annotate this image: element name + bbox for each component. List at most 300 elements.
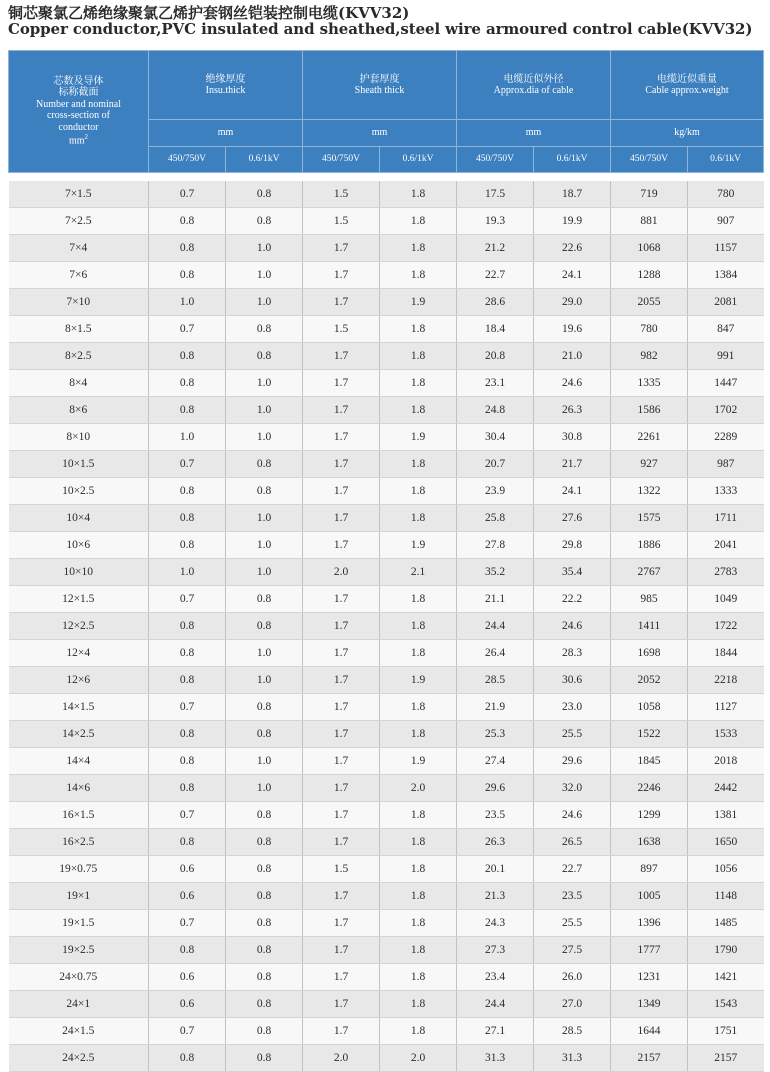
insu-1kv-cell: 1.0 xyxy=(226,667,303,694)
spec-cell: 10×10 xyxy=(9,559,149,586)
insu-450-cell: 0.8 xyxy=(149,532,226,559)
sheath-450-cell: 1.5 xyxy=(303,181,380,208)
spec-cell: 14×1.5 xyxy=(9,694,149,721)
spec-cell: 19×2.5 xyxy=(9,937,149,964)
table-row xyxy=(9,667,764,694)
weight-1kv-cell: 2018 xyxy=(688,748,764,775)
weight-450-cell: 2157 xyxy=(611,1045,688,1072)
spec-cell: 12×6 xyxy=(9,667,149,694)
table-row xyxy=(9,316,764,343)
weight-1kv-cell: 1543 xyxy=(688,991,764,1018)
weight-1kv-cell: 991 xyxy=(688,343,764,370)
voltage-header: 450/750V xyxy=(303,147,380,173)
sheath-1kv-cell: 2.0 xyxy=(380,775,457,802)
weight-1kv-cell: 1751 xyxy=(688,1018,764,1045)
weight-1kv-cell: 780 xyxy=(688,181,764,208)
sheath-450-cell: 1.7 xyxy=(303,991,380,1018)
group-header-en: Cable approx.weight xyxy=(645,85,729,96)
sheath-1kv-cell: 1.8 xyxy=(380,937,457,964)
voltage-header: 0.6/1kV xyxy=(688,147,764,173)
sheath-450-cell: 1.7 xyxy=(303,667,380,694)
group-header-sheath xyxy=(303,51,457,120)
weight-1kv-cell: 1447 xyxy=(688,370,764,397)
insu-450-cell: 0.7 xyxy=(149,802,226,829)
table-row xyxy=(9,208,764,235)
weight-1kv-cell: 1381 xyxy=(688,802,764,829)
weight-450-cell: 1777 xyxy=(611,937,688,964)
table-row xyxy=(9,964,764,991)
weight-450-cell: 1845 xyxy=(611,748,688,775)
dia-1kv-cell: 27.0 xyxy=(534,991,611,1018)
dia-1kv-cell: 24.1 xyxy=(534,478,611,505)
insu-1kv-cell: 0.8 xyxy=(226,937,303,964)
spec-cell: 24×0.75 xyxy=(9,964,149,991)
insu-450-cell: 0.7 xyxy=(149,451,226,478)
weight-1kv-cell: 2157 xyxy=(688,1045,764,1072)
sheath-450-cell: 1.7 xyxy=(303,289,380,316)
insu-450-cell: 0.8 xyxy=(149,235,226,262)
table-row xyxy=(9,451,764,478)
insu-1kv-cell: 0.8 xyxy=(226,856,303,883)
weight-450-cell: 1522 xyxy=(611,721,688,748)
weight-450-cell: 2055 xyxy=(611,289,688,316)
weight-450-cell: 1644 xyxy=(611,1018,688,1045)
spec-header-en-2: cross-section of xyxy=(46,110,111,122)
weight-450-cell: 1638 xyxy=(611,829,688,856)
sheath-450-cell: 1.7 xyxy=(303,370,380,397)
dia-1kv-cell: 26.0 xyxy=(534,964,611,991)
sheath-450-cell: 1.7 xyxy=(303,424,380,451)
table-row xyxy=(9,181,764,208)
insu-1kv-cell: 0.8 xyxy=(226,964,303,991)
insu-450-cell: 0.6 xyxy=(149,991,226,1018)
sheath-450-cell: 1.7 xyxy=(303,532,380,559)
dia-450-cell: 25.3 xyxy=(457,721,534,748)
insu-1kv-cell: 0.8 xyxy=(226,991,303,1018)
unit-header: mm xyxy=(457,120,611,147)
insu-450-cell: 1.0 xyxy=(149,559,226,586)
dia-1kv-cell: 21.7 xyxy=(534,451,611,478)
dia-1kv-cell: 24.1 xyxy=(534,262,611,289)
title-chinese: 铜芯聚氯乙烯绝缘聚氯乙烯护套钢丝铠装控制电缆(KVV32) xyxy=(8,4,410,22)
table-row xyxy=(9,397,764,424)
weight-1kv-cell: 1702 xyxy=(688,397,764,424)
weight-450-cell: 1068 xyxy=(611,235,688,262)
table-row xyxy=(9,343,764,370)
weight-1kv-cell: 1384 xyxy=(688,262,764,289)
insu-1kv-cell: 0.8 xyxy=(226,181,303,208)
sheath-1kv-cell: 1.8 xyxy=(380,613,457,640)
dia-450-cell: 21.2 xyxy=(457,235,534,262)
sheath-450-cell: 1.7 xyxy=(303,262,380,289)
weight-450-cell: 1335 xyxy=(611,370,688,397)
weight-1kv-cell: 2289 xyxy=(688,424,764,451)
table-row xyxy=(9,235,764,262)
dia-1kv-cell: 25.5 xyxy=(534,910,611,937)
insu-450-cell: 0.6 xyxy=(149,856,226,883)
insu-1kv-cell: 0.8 xyxy=(226,883,303,910)
insu-450-cell: 0.8 xyxy=(149,937,226,964)
weight-1kv-cell: 1711 xyxy=(688,505,764,532)
voltage-header: 0.6/1kV xyxy=(226,147,303,173)
insu-450-cell: 0.8 xyxy=(149,748,226,775)
sheath-1kv-cell: 1.8 xyxy=(380,883,457,910)
insu-1kv-cell: 0.8 xyxy=(226,478,303,505)
insu-1kv-cell: 1.0 xyxy=(226,775,303,802)
table-row xyxy=(9,640,764,667)
weight-1kv-cell: 907 xyxy=(688,208,764,235)
weight-450-cell: 881 xyxy=(611,208,688,235)
table-row xyxy=(9,991,764,1018)
voltage-header: 450/750V xyxy=(611,147,688,173)
sheath-1kv-cell: 1.8 xyxy=(380,910,457,937)
insu-450-cell: 1.0 xyxy=(149,289,226,316)
insu-450-cell: 0.8 xyxy=(149,613,226,640)
dia-450-cell: 27.4 xyxy=(457,748,534,775)
table-row xyxy=(9,856,764,883)
weight-1kv-cell: 2041 xyxy=(688,532,764,559)
spec-cell: 10×2.5 xyxy=(9,478,149,505)
dia-1kv-cell: 26.5 xyxy=(534,829,611,856)
insu-450-cell: 0.8 xyxy=(149,829,226,856)
insu-1kv-cell: 1.0 xyxy=(226,289,303,316)
insu-1kv-cell: 0.8 xyxy=(226,343,303,370)
insu-450-cell: 0.7 xyxy=(149,1018,226,1045)
sheath-1kv-cell: 2.0 xyxy=(380,1045,457,1072)
sheath-1kv-cell: 1.8 xyxy=(380,208,457,235)
dia-450-cell: 21.3 xyxy=(457,883,534,910)
sheath-1kv-cell: 1.8 xyxy=(380,991,457,1018)
spec-cell: 8×1.5 xyxy=(9,316,149,343)
group-header-cn: 电缆近似重量 xyxy=(657,73,718,85)
dia-1kv-cell: 23.0 xyxy=(534,694,611,721)
insu-450-cell: 0.8 xyxy=(149,343,226,370)
group-header-weight xyxy=(611,51,764,120)
dia-450-cell: 28.6 xyxy=(457,289,534,316)
table-row xyxy=(9,505,764,532)
dia-450-cell: 20.8 xyxy=(457,343,534,370)
sheath-1kv-cell: 1.9 xyxy=(380,667,457,694)
spec-cell: 14×2.5 xyxy=(9,721,149,748)
spec-cell: 19×1.5 xyxy=(9,910,149,937)
spec-cell: 16×1.5 xyxy=(9,802,149,829)
spec-cell: 10×6 xyxy=(9,532,149,559)
dia-450-cell: 25.8 xyxy=(457,505,534,532)
sheath-1kv-cell: 1.8 xyxy=(380,181,457,208)
unit-header: mm xyxy=(149,120,303,147)
weight-450-cell: 1322 xyxy=(611,478,688,505)
sheath-450-cell: 1.5 xyxy=(303,316,380,343)
dia-450-cell: 23.1 xyxy=(457,370,534,397)
table-row xyxy=(9,262,764,289)
dia-1kv-cell: 18.7 xyxy=(534,181,611,208)
sheath-450-cell: 1.7 xyxy=(303,694,380,721)
sheath-1kv-cell: 1.8 xyxy=(380,829,457,856)
sheath-450-cell: 1.7 xyxy=(303,910,380,937)
sheath-1kv-cell: 1.8 xyxy=(380,802,457,829)
table-row xyxy=(9,559,764,586)
weight-1kv-cell: 1421 xyxy=(688,964,764,991)
dia-450-cell: 17.5 xyxy=(457,181,534,208)
sheath-450-cell: 1.7 xyxy=(303,640,380,667)
table-row xyxy=(9,937,764,964)
dia-1kv-cell: 28.5 xyxy=(534,1018,611,1045)
dia-1kv-cell: 27.5 xyxy=(534,937,611,964)
table-row xyxy=(9,802,764,829)
cable-spec-table xyxy=(8,50,764,1072)
spec-cell: 7×6 xyxy=(9,262,149,289)
dia-1kv-cell: 22.6 xyxy=(534,235,611,262)
sheath-1kv-cell: 1.8 xyxy=(380,964,457,991)
dia-1kv-cell: 35.4 xyxy=(534,559,611,586)
table-row xyxy=(9,748,764,775)
table-row xyxy=(9,1018,764,1045)
dia-1kv-cell: 24.6 xyxy=(534,370,611,397)
dia-1kv-cell: 22.7 xyxy=(534,856,611,883)
sheath-450-cell: 1.7 xyxy=(303,586,380,613)
dia-450-cell: 18.4 xyxy=(457,316,534,343)
spec-cell: 24×1.5 xyxy=(9,1018,149,1045)
voltage-header: 450/750V xyxy=(457,147,534,173)
weight-1kv-cell: 2081 xyxy=(688,289,764,316)
weight-450-cell: 2246 xyxy=(611,775,688,802)
weight-450-cell: 985 xyxy=(611,586,688,613)
dia-450-cell: 27.1 xyxy=(457,1018,534,1045)
sheath-450-cell: 1.7 xyxy=(303,802,380,829)
insu-450-cell: 0.8 xyxy=(149,775,226,802)
dia-450-cell: 31.3 xyxy=(457,1045,534,1072)
insu-1kv-cell: 0.8 xyxy=(226,613,303,640)
insu-1kv-cell: 1.0 xyxy=(226,640,303,667)
group-header-insulation xyxy=(149,51,303,120)
voltage-header: 0.6/1kV xyxy=(380,147,457,173)
insu-1kv-cell: 1.0 xyxy=(226,505,303,532)
insu-1kv-cell: 0.8 xyxy=(226,1018,303,1045)
weight-450-cell: 2261 xyxy=(611,424,688,451)
group-header-en: Insu.thick xyxy=(205,85,246,96)
spec-cell: 24×2.5 xyxy=(9,1045,149,1072)
weight-1kv-cell: 1650 xyxy=(688,829,764,856)
insu-450-cell: 0.8 xyxy=(149,667,226,694)
insu-1kv-cell: 0.8 xyxy=(226,802,303,829)
sheath-1kv-cell: 1.8 xyxy=(380,343,457,370)
weight-450-cell: 1586 xyxy=(611,397,688,424)
table-row xyxy=(9,1045,764,1072)
weight-450-cell: 897 xyxy=(611,856,688,883)
sheath-1kv-cell: 1.9 xyxy=(380,748,457,775)
insu-1kv-cell: 0.8 xyxy=(226,910,303,937)
dia-1kv-cell: 29.8 xyxy=(534,532,611,559)
sheath-1kv-cell: 1.9 xyxy=(380,532,457,559)
weight-450-cell: 1411 xyxy=(611,613,688,640)
spec-cell: 24×1 xyxy=(9,991,149,1018)
sheath-450-cell: 1.7 xyxy=(303,235,380,262)
unit-header: kg/km xyxy=(611,120,764,147)
dia-450-cell: 29.6 xyxy=(457,775,534,802)
table-row xyxy=(9,370,764,397)
weight-450-cell: 1575 xyxy=(611,505,688,532)
weight-1kv-cell: 2783 xyxy=(688,559,764,586)
dia-1kv-cell: 24.6 xyxy=(534,613,611,640)
insu-1kv-cell: 0.8 xyxy=(226,586,303,613)
dia-450-cell: 24.3 xyxy=(457,910,534,937)
dia-1kv-cell: 19.9 xyxy=(534,208,611,235)
dia-450-cell: 28.5 xyxy=(457,667,534,694)
weight-1kv-cell: 1533 xyxy=(688,721,764,748)
spec-cell: 16×2.5 xyxy=(9,829,149,856)
spec-header-cn-1: 芯数及导体 xyxy=(53,75,104,87)
weight-1kv-cell: 1056 xyxy=(688,856,764,883)
sheath-450-cell: 1.7 xyxy=(303,829,380,856)
table-row xyxy=(9,775,764,802)
sheath-1kv-cell: 1.8 xyxy=(380,451,457,478)
insu-1kv-cell: 0.8 xyxy=(226,451,303,478)
dia-1kv-cell: 24.6 xyxy=(534,802,611,829)
sheath-450-cell: 1.7 xyxy=(303,343,380,370)
spec-cell: 8×2.5 xyxy=(9,343,149,370)
spec-header xyxy=(9,51,149,173)
sheath-1kv-cell: 1.8 xyxy=(380,478,457,505)
sheath-1kv-cell: 1.8 xyxy=(380,235,457,262)
dia-1kv-cell: 30.6 xyxy=(534,667,611,694)
table-row xyxy=(9,478,764,505)
weight-450-cell: 780 xyxy=(611,316,688,343)
spec-cell: 7×1.5 xyxy=(9,181,149,208)
sheath-450-cell: 1.5 xyxy=(303,856,380,883)
weight-1kv-cell: 1157 xyxy=(688,235,764,262)
table-row xyxy=(9,829,764,856)
sheath-1kv-cell: 1.8 xyxy=(380,397,457,424)
insu-450-cell: 0.8 xyxy=(149,1045,226,1072)
dia-1kv-cell: 21.0 xyxy=(534,343,611,370)
insu-450-cell: 0.6 xyxy=(149,883,226,910)
insu-450-cell: 0.8 xyxy=(149,478,226,505)
sheath-450-cell: 1.7 xyxy=(303,937,380,964)
table-row xyxy=(9,694,764,721)
weight-1kv-cell: 1127 xyxy=(688,694,764,721)
voltage-header: 450/750V xyxy=(149,147,226,173)
sheath-450-cell: 1.7 xyxy=(303,748,380,775)
insu-450-cell: 0.8 xyxy=(149,505,226,532)
weight-1kv-cell: 1790 xyxy=(688,937,764,964)
dia-1kv-cell: 29.0 xyxy=(534,289,611,316)
sheath-450-cell: 1.5 xyxy=(303,208,380,235)
dia-450-cell: 26.4 xyxy=(457,640,534,667)
weight-450-cell: 1299 xyxy=(611,802,688,829)
spec-cell: 14×6 xyxy=(9,775,149,802)
dia-1kv-cell: 25.5 xyxy=(534,721,611,748)
sheath-450-cell: 1.7 xyxy=(303,397,380,424)
insu-1kv-cell: 1.0 xyxy=(226,235,303,262)
sheath-1kv-cell: 1.8 xyxy=(380,370,457,397)
sheath-1kv-cell: 1.8 xyxy=(380,694,457,721)
weight-450-cell: 719 xyxy=(611,181,688,208)
insu-1kv-cell: 1.0 xyxy=(226,262,303,289)
insu-450-cell: 0.8 xyxy=(149,397,226,424)
spec-cell: 10×4 xyxy=(9,505,149,532)
insu-1kv-cell: 1.0 xyxy=(226,559,303,586)
weight-450-cell: 1288 xyxy=(611,262,688,289)
sheath-1kv-cell: 1.8 xyxy=(380,1018,457,1045)
group-header-en: Sheath thick xyxy=(354,85,405,96)
table-row xyxy=(9,289,764,316)
voltage-header: 0.6/1kV xyxy=(534,147,611,173)
dia-450-cell: 24.8 xyxy=(457,397,534,424)
insu-450-cell: 0.7 xyxy=(149,181,226,208)
table-row xyxy=(9,532,764,559)
insu-450-cell: 0.7 xyxy=(149,694,226,721)
weight-450-cell: 982 xyxy=(611,343,688,370)
dia-1kv-cell: 27.6 xyxy=(534,505,611,532)
sheath-450-cell: 1.7 xyxy=(303,775,380,802)
dia-450-cell: 30.4 xyxy=(457,424,534,451)
spec-cell: 8×6 xyxy=(9,397,149,424)
sheath-450-cell: 1.7 xyxy=(303,964,380,991)
dia-450-cell: 27.3 xyxy=(457,937,534,964)
dia-450-cell: 23.5 xyxy=(457,802,534,829)
spec-cell: 12×2.5 xyxy=(9,613,149,640)
weight-1kv-cell: 1333 xyxy=(688,478,764,505)
group-header-cn: 绝缘厚度 xyxy=(205,73,246,85)
weight-450-cell: 1698 xyxy=(611,640,688,667)
weight-450-cell: 1058 xyxy=(611,694,688,721)
spec-cell: 12×1.5 xyxy=(9,586,149,613)
dia-450-cell: 23.4 xyxy=(457,964,534,991)
weight-450-cell: 1005 xyxy=(611,883,688,910)
sheath-1kv-cell: 1.8 xyxy=(380,640,457,667)
sheath-1kv-cell: 1.9 xyxy=(380,289,457,316)
insu-1kv-cell: 0.8 xyxy=(226,1045,303,1072)
weight-1kv-cell: 2218 xyxy=(688,667,764,694)
insu-450-cell: 0.8 xyxy=(149,370,226,397)
weight-1kv-cell: 987 xyxy=(688,451,764,478)
group-header-cn: 护套厚度 xyxy=(359,73,400,85)
insu-450-cell: 0.8 xyxy=(149,208,226,235)
sheath-1kv-cell: 1.8 xyxy=(380,586,457,613)
weight-1kv-cell: 1148 xyxy=(688,883,764,910)
group-header-cn: 电缆近似外径 xyxy=(503,73,564,85)
dia-1kv-cell: 32.0 xyxy=(534,775,611,802)
dia-450-cell: 21.1 xyxy=(457,586,534,613)
insu-450-cell: 0.8 xyxy=(149,262,226,289)
dia-450-cell: 22.7 xyxy=(457,262,534,289)
title-english: Copper conductor,PVC insulated and sheathed,steel wire armoured control cable(KVV32) xyxy=(8,20,753,38)
weight-1kv-cell: 1049 xyxy=(688,586,764,613)
insu-450-cell: 0.7 xyxy=(149,586,226,613)
weight-450-cell: 1349 xyxy=(611,991,688,1018)
insu-1kv-cell: 1.0 xyxy=(226,397,303,424)
weight-1kv-cell: 2442 xyxy=(688,775,764,802)
insu-450-cell: 1.0 xyxy=(149,424,226,451)
spec-header-cn-2: 标称截面 xyxy=(58,87,99,99)
spec-header-unit: mm xyxy=(68,135,85,147)
dia-450-cell: 27.8 xyxy=(457,532,534,559)
spec-cell: 14×4 xyxy=(9,748,149,775)
dia-1kv-cell: 19.6 xyxy=(534,316,611,343)
spec-cell: 7×2.5 xyxy=(9,208,149,235)
table-row xyxy=(9,613,764,640)
sheath-1kv-cell: 1.8 xyxy=(380,316,457,343)
sheath-450-cell: 2.0 xyxy=(303,1045,380,1072)
insu-450-cell: 0.7 xyxy=(149,316,226,343)
spec-cell: 7×4 xyxy=(9,235,149,262)
insu-1kv-cell: 1.0 xyxy=(226,424,303,451)
dia-450-cell: 20.1 xyxy=(457,856,534,883)
insu-1kv-cell: 0.8 xyxy=(226,208,303,235)
table-row xyxy=(9,721,764,748)
sheath-1kv-cell: 1.8 xyxy=(380,262,457,289)
spec-header-en-1: Number and nominal xyxy=(36,98,121,110)
